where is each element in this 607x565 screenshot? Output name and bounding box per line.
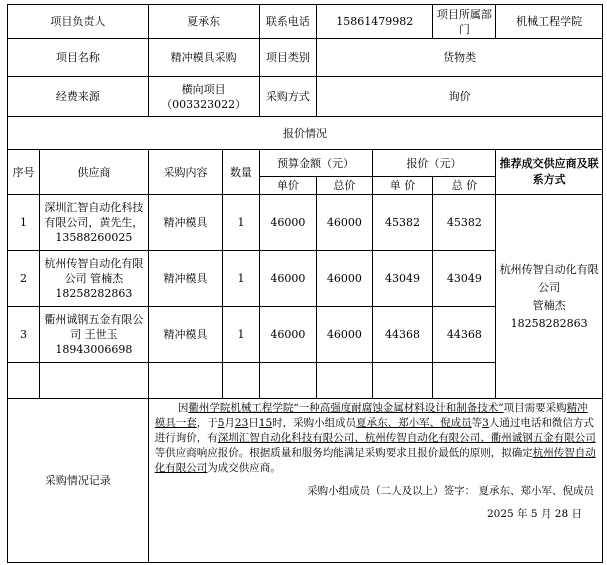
table-row [8, 195, 603, 251]
record-text: 项目需要采购 [503, 402, 567, 414]
project-title: 衢州学院机械工程学院“一种高强度耐腐蚀金属材料设计和制备技术” [188, 402, 504, 414]
purchase-item: 精冲模具一套 [154, 402, 588, 429]
project-name-value: 精冲模具采购 [148, 39, 259, 77]
col-price-header: 报价（元） [372, 150, 496, 177]
fund-source-line1: 横向项目 [181, 82, 226, 96]
date-day: 28 [554, 508, 569, 520]
budget-total-header: 总价 [317, 177, 372, 195]
record-hour: 15 [258, 417, 273, 429]
record-date [155, 507, 596, 522]
leader-label: 项目负责人 [8, 5, 149, 39]
recommended-company: 杭州传智自动化有限公司 [499, 262, 599, 294]
fund-source-label: 经费来源 [8, 77, 149, 117]
row-price-unit: 45382 [372, 195, 433, 251]
date-unit: 月 [540, 508, 552, 520]
fund-source-value [148, 77, 259, 117]
method-value: 询价 [317, 77, 603, 117]
signature-names: 夏承东、郑小军、倪成员 [478, 485, 594, 497]
row-no: 3 [8, 307, 40, 363]
responding-suppliers: 深圳汇智自动化科技有限公司、杭州传智自动化有限公司、衢州诚钢五金有限公司 [217, 432, 596, 444]
row-supplier: 衢州诚钢五金有限公司 王世玉 18943006698 [39, 307, 148, 363]
record-label: 采购情况记录 [8, 399, 149, 563]
row-supplier: 深圳汇智自动化科技有限公司，黄先生，13588260025 [39, 195, 148, 251]
record-day: 23 [234, 417, 249, 429]
col-budget-header: 预算金额（元） [259, 150, 372, 177]
price-unit-header: 单 价 [372, 177, 433, 195]
record-text: 为成交供应商。 [207, 462, 281, 474]
row-price-total: 43049 [433, 251, 496, 307]
row-content: 精冲模具 [148, 251, 223, 307]
dept-value: 机械工程学院 [496, 5, 603, 39]
record-text: 时，采购小组成员 [272, 417, 357, 429]
row-price-unit: 43049 [372, 251, 433, 307]
row-budget-unit: 46000 [259, 195, 317, 251]
row-content: 精冲模具 [148, 195, 223, 251]
category-label: 项目类别 [259, 39, 317, 77]
phone-value: 15861479982 [317, 5, 433, 39]
date-unit: 日 [571, 508, 582, 520]
date-month: 5 [530, 508, 538, 520]
dept-label: 项目所属部门 [433, 5, 496, 39]
recommended-supplier [496, 195, 603, 399]
record-text: 等供应商响应报价。根据质量和服务均能满足采购要求且报价最低的原则，拟确定 [154, 447, 533, 459]
record-month: 5 [217, 417, 225, 429]
record-text: ，于 [196, 417, 218, 429]
row-price-total: 45382 [433, 195, 496, 251]
winning-supplier: 杭州传智自动化有限公司 [154, 447, 596, 474]
record-text: 等 [471, 417, 483, 429]
row-content: 精冲模具 [148, 307, 223, 363]
price-total-header: 总 价 [433, 177, 496, 195]
category-value: 货物类 [317, 39, 603, 77]
row-no: 2 [8, 251, 40, 307]
phone-label: 联系电话 [259, 5, 317, 39]
row-qty: 1 [223, 307, 259, 363]
col-supplier-header: 供应商 [39, 150, 148, 195]
row-price-total: 44368 [433, 307, 496, 363]
record-text: 人通过电话和微信方式进行询价，有 [154, 417, 594, 444]
col-content-header: 采购内容 [148, 150, 223, 195]
col-qty-header: 数量 [223, 150, 259, 195]
row-budget-total: 46000 [317, 251, 372, 307]
procurement-record [148, 399, 602, 563]
row-qty: 1 [223, 195, 259, 251]
row-budget-unit: 46000 [259, 307, 317, 363]
signature-label: 采购小组成员（二人及以上）签字： [307, 485, 476, 497]
row-budget-total: 46000 [317, 195, 372, 251]
row-budget-total: 46000 [317, 307, 372, 363]
recommended-phone: 18258282863 [510, 316, 588, 330]
record-text: 因 [177, 402, 189, 414]
recommended-contact: 管楠杰 [532, 298, 566, 312]
signature-line [155, 484, 596, 499]
col-recommend-header: 推荐成交供应商及联系方式 [496, 150, 603, 195]
date-year: 2025 [486, 508, 514, 520]
group-members: 夏承东、郑小军、倪成员 [356, 417, 472, 429]
fund-source-line2: （003323022） [161, 97, 247, 111]
row-supplier: 杭州传智自动化有限公司 管楠杰 18258282863 [39, 251, 148, 307]
procurement-form [7, 4, 603, 563]
record-text: 月 [224, 417, 235, 429]
row-no: 1 [8, 195, 40, 251]
member-count: 3 [482, 417, 489, 429]
project-name-label: 项目名称 [8, 39, 149, 77]
col-no-header: 序号 [8, 150, 40, 195]
date-unit: 年 [517, 508, 528, 520]
record-text: 日 [248, 417, 259, 429]
budget-unit-header: 单价 [259, 177, 317, 195]
quote-section-title: 报价情况 [8, 117, 603, 150]
row-qty: 1 [223, 251, 259, 307]
record-paragraph [155, 401, 596, 476]
row-budget-unit: 46000 [259, 251, 317, 307]
leader-value: 夏承东 [148, 5, 259, 39]
row-price-unit: 44368 [372, 307, 433, 363]
method-label: 采购方式 [259, 77, 317, 117]
